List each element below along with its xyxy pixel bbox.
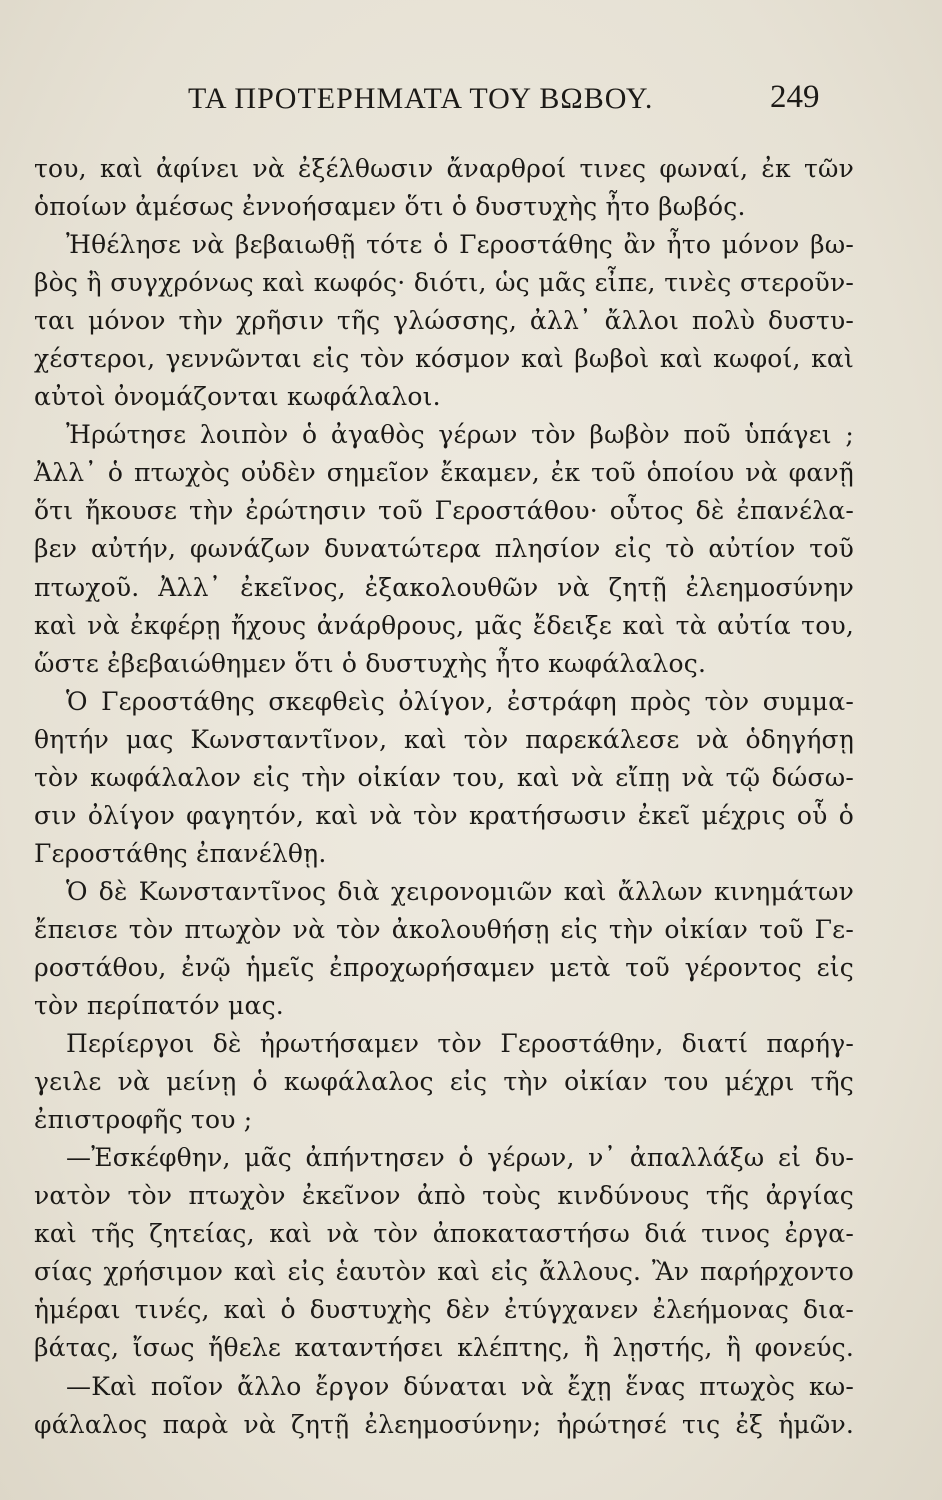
text-line: χέστεροι, γεννῶνται εἰς τὸν κόσμον καὶ βωβοὶ καὶ κωφοί, καὶ [34, 344, 854, 374]
text-line: Ἠθέλησε νὰ βεβαιωθῇ τότε ὁ Γεροστάθης ἂν ἦτο μόνον βω- [66, 230, 854, 260]
running-head [0, 79, 942, 132]
text-line: του, καὶ ἀφίνει νὰ ἐξέλθωσιν ἄναρθροί τινες φωναί, ἐκ τῶν [34, 154, 854, 183]
text-line: σίας χρήσιμον καὶ εἰς ἑαυτὸν καὶ εἰς ἄλλους. Ἂν παρήρχοντο [34, 1257, 854, 1287]
text-line: τὸν κωφάλαλον εἰς τὴν οἰκίαν του, καὶ νὰ εἴπῃ νὰ τῷ δώσω- [34, 762, 854, 792]
text-line: Γεροστάθης ἐπανέλθῃ. [34, 838, 327, 868]
text-line: αὐτοὶ ὀνομάζονται κωφάλαλοι. [34, 382, 441, 412]
text-line: ἔπεισε τὸν πτωχὸν νὰ τὸν ἀκολουθήσῃ εἰς τὴν οἰκίαν τοῦ Γε- [34, 914, 854, 944]
text-line: ὁποίων ἀμέσως ἐννοήσαμεν ὅτι ὁ δυστυχὴς ἦτο βωβός. [34, 192, 746, 222]
text-line: καὶ νὰ ἐκφέρῃ ἤχους ἀνάρθρους, μᾶς ἔδειξε καὶ τὰ αὐτία του, [34, 610, 854, 640]
text-line: καὶ τῆς ζητείας, καὶ νὰ τὸν ἀποκαταστήσω διά τινος ἐργα- [34, 1219, 854, 1249]
text-line: τὸν περίπατόν μας. [34, 991, 284, 1021]
text-line: θητήν μας Κωνσταντῖνον, καὶ τὸν παρεκάλεσε νὰ ὁδηγήσῃ [34, 724, 854, 754]
text-line: βάτας, ἴσως ἤθελε καταντήσει κλέπτης, ἢ λῃστής, ἢ φονεύς. [34, 1333, 854, 1363]
text-line: σιν ὀλίγον φαγητόν, καὶ νὰ τὸν κρατήσωσιν ἐκεῖ μέχρις οὗ ὁ [34, 800, 854, 830]
text-line: ροστάθου, ἐνῷ ἡμεῖς ἐπροχωρήσαμεν μετὰ τοῦ γέροντος εἰς [34, 952, 854, 982]
body-text [34, 150, 854, 1444]
text-line: Ἠρώτησε λοιπὸν ὁ ἀγαθὸς γέρων τὸν βωβὸν ποῦ ὑπάγει ; [66, 420, 854, 450]
text-line: ἡμέραι τινές, καὶ ὁ δυστυχὴς δὲν ἐτύγχανεν ἐλεήμονας δια- [34, 1295, 854, 1325]
text-line: ἐπιστροφῆς του ; [34, 1105, 253, 1135]
text-line: φάλαλος παρὰ νὰ ζητῇ ἐλεημοσύνην; ἠρώτησέ τις ἐξ ἡμῶν. [34, 1409, 854, 1439]
text-line: —Καὶ ποῖον ἄλλο ἔργον δύναται νὰ ἔχῃ ἕνας πτωχὸς κω- [66, 1371, 854, 1401]
text-line: ὅτι ἤκουσε τὴν ἐρώτησιν τοῦ Γεροστάθου· οὗτος δὲ ἐπανέλα- [34, 496, 854, 526]
text-line: νατὸν τὸν πτωχὸν ἐκεῖνον ἀπὸ τοὺς κινδύνους τῆς ἀργίας [34, 1181, 854, 1211]
text-line: Ὁ δὲ Κωνσταντῖνος διὰ χειρονομιῶν καὶ ἄλλων κινημάτων [66, 876, 854, 906]
page-number: 249 [770, 79, 820, 115]
text-line: —Ἐσκέφθην, μᾶς ἀπήντησεν ὁ γέρων, ν᾽ ἀπαλλάξω εἰ δυ- [66, 1143, 854, 1173]
text-line: Περίεργοι δὲ ἠρωτήσαμεν τὸν Γεροστάθην, διατί παρήγ- [66, 1029, 854, 1059]
text-line: Ἀλλ᾽ ὁ πτωχὸς οὐδὲν σημεῖον ἔκαμεν, ἐκ τοῦ ὁποίου νὰ φανῇ [34, 458, 854, 488]
running-head-title: ΤΑ ΠΡΟΤΕΡΗΜΑΤΑ ΤΟΥ ΒΩΒΟΥ. [188, 82, 654, 115]
text-line: Ὁ Γεροστάθης σκεφθεὶς ὀλίγον, ἐστράφη πρὸς τὸν συμμα- [66, 686, 854, 716]
text-line: βὸς ἢ συγχρόνως καὶ κωφός· διότι, ὡς μᾶς εἶπε, τινὲς στεροῦν- [34, 268, 854, 298]
text-line: ται μόνον τὴν χρῆσιν τῆς γλώσσης, ἀλλ᾽ ἄλλοι πολὺ δυστυ- [34, 306, 854, 336]
text-line: βεν αὐτήν, φωνάζων δυνατώτερα πλησίον εἰς τὸ αὐτίον τοῦ [34, 534, 854, 564]
text-line: πτωχοῦ. Ἀλλ᾽ ἐκεῖνος, ἐξακολουθῶν νὰ ζητῇ ἐλεημοσύνην [34, 572, 854, 602]
text-line: ὥστε ἐβεβαιώθημεν ὅτι ὁ δυστυχὴς ἦτο κωφάλαλος. [34, 648, 707, 678]
text-line: γειλε νὰ μείνῃ ὁ κωφάλαλος εἰς τὴν οἰκίαν του μέχρι τῆς [34, 1067, 854, 1097]
